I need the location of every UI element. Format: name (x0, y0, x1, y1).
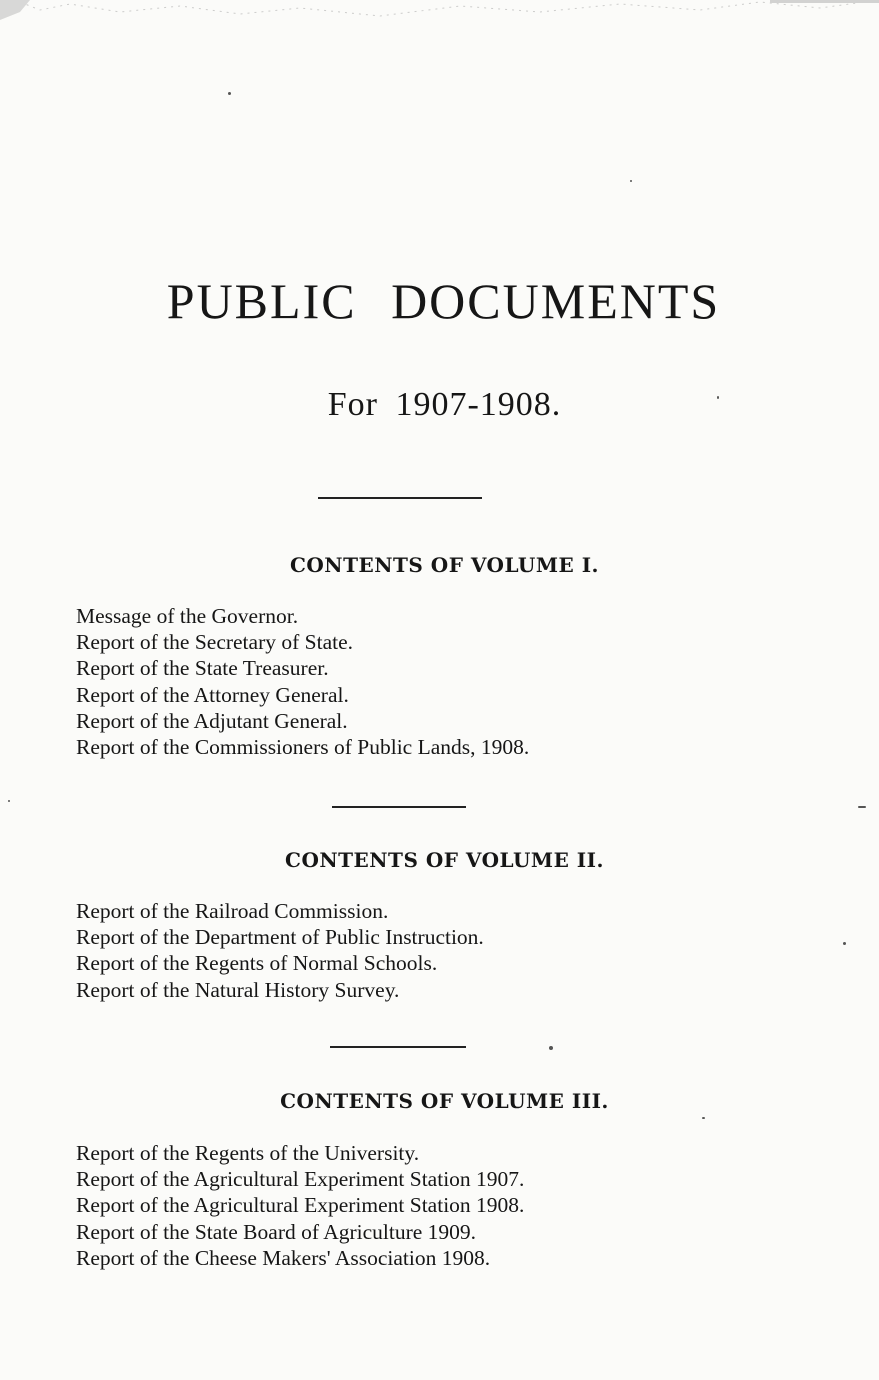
scan-speck (843, 942, 846, 945)
scan-speck (8, 800, 10, 802)
list-item: Report of the Department of Public Instruction. (76, 925, 484, 950)
scan-speck (549, 1046, 553, 1050)
divider (332, 806, 466, 808)
volume-1-heading: CONTENTS OF VOLUME I. (289, 553, 600, 577)
volume-3-heading: CONTENTS OF VOLUME III. (280, 1089, 609, 1113)
scan-speck (858, 806, 866, 808)
scan-speck (630, 180, 632, 182)
divider (330, 1046, 466, 1048)
volume-3-contents (76, 1140, 524, 1271)
list-item: Report of the Secretary of State. (76, 630, 354, 655)
list-item: Report of the Natural History Survey. (76, 977, 400, 1002)
list-item: Report of the Adjutant General. (76, 708, 348, 733)
list-item: Report of the Cheese Makers' Association 1908. (76, 1245, 491, 1270)
scan-speck (228, 92, 231, 95)
list-item: Report of the Regents of the University. (76, 1141, 420, 1165)
scan-edge-noise (0, 0, 879, 40)
list-item: Report of the Regents of Normal Schools. (76, 951, 438, 976)
list-item: Report of the State Board of Agriculture 1909. (76, 1219, 477, 1244)
list-item: Report of the Attorney General. (76, 682, 349, 707)
volume-2-contents (76, 898, 484, 1003)
page-subtitle: For 1907-1908. (327, 386, 562, 423)
list-item: Report of the State Treasurer. (76, 656, 329, 681)
list-item: Message of the Governor. (76, 604, 299, 628)
list-item: Report of the Railroad Commission. (76, 899, 389, 923)
divider (318, 497, 482, 499)
list-item: Report of the Agricultural Experiment Station 1907. (76, 1167, 525, 1192)
list-item: Report of the Commissioners of Public Lands, 1908. (76, 735, 530, 760)
volume-1-contents (76, 603, 529, 760)
volume-2-heading: CONTENTS OF VOLUME II. (285, 848, 604, 872)
page-title: PUBLIC DOCUMENTS (166, 273, 721, 329)
scan-speck (702, 1117, 705, 1119)
list-item: Report of the Agricultural Experiment Station 1908. (76, 1193, 525, 1218)
